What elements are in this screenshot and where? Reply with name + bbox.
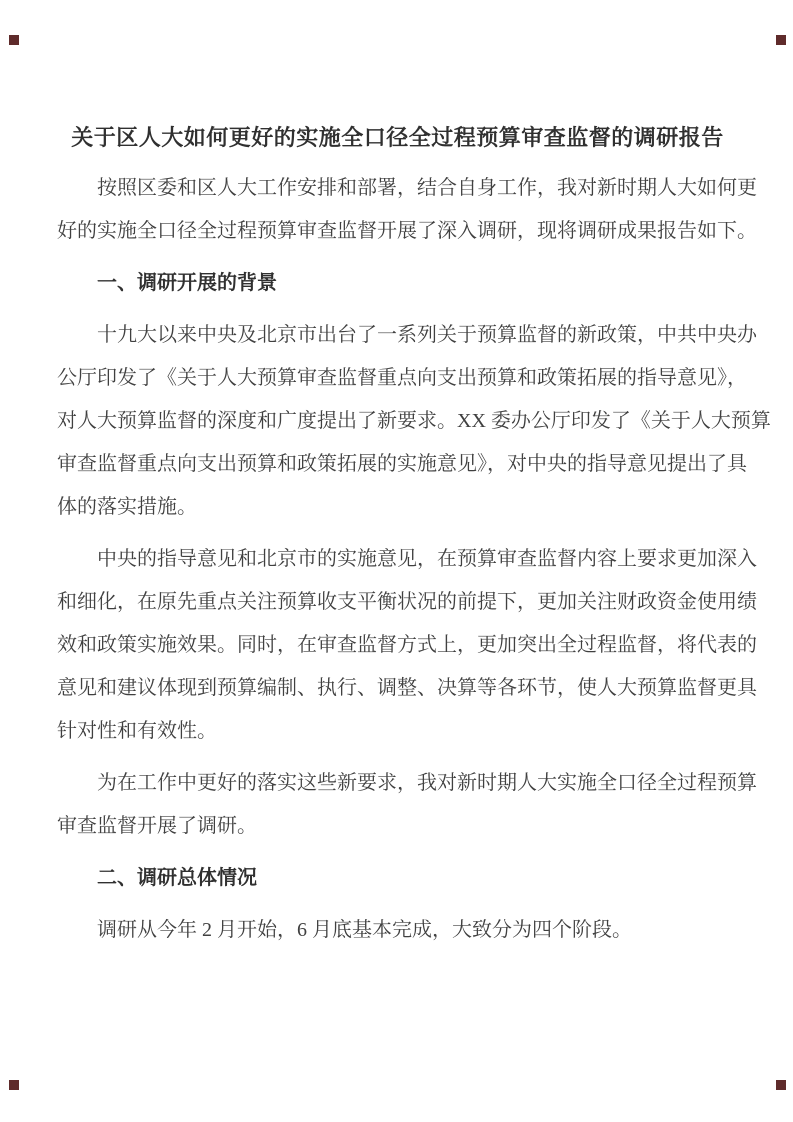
text-line: 为在工作中更好的落实这些新要求，我对新时期人大实施全口径全过程预算 [97,772,757,794]
text-line: 公厅印发了《关于人大预算审查监督重点向支出预算和政策拓展的指导意见》， [57,367,747,389]
text-line: 对人大预算监督的深度和广度提出了新要求。XX 委办公厅印发了《关于人大预算 [57,410,771,432]
text-line: 十九大以来中央及北京市出台了一系列关于预算监督的新政策，中共中央办 [97,324,757,346]
text-line: 好的实施全口径全过程预算审查监督开展了深入调研，现将调研成果报告如下。 [57,220,757,242]
text-line: 审查监督重点向支出预算和政策拓展的实施意见》，对中央的指导意见提出了具 [57,453,747,475]
document-title: 关于区人大如何更好的实施全口径全过程预算审查监督的调研报告 [71,125,724,150]
text-line: 和细化，在原先重点关注预算收支平衡状况的前提下，更加关注财政资金使用绩 [57,591,757,613]
text-line: 效和政策实施效果。同时，在审查监督方式上，更加突出全过程监督，将代表的 [57,634,757,656]
text-line: 针对性和有效性。 [57,720,217,742]
background-paragraph-1 [57,314,771,529]
intro-paragraph [57,167,757,253]
background-paragraph-2 [57,538,757,753]
text-line: 中央的指导意见和北京市的实施意见，在预算审查监督内容上要求更加深入 [97,548,757,570]
text-line: 意见和建议体现到预算编制、执行、调整、决算等各环节，使人大预算监督更具 [57,677,757,699]
section-heading-2: 二、调研总体情况 [97,867,257,889]
text-line: 按照区委和区人大工作安排和部署，结合自身工作，我对新时期人大如何更 [97,177,757,199]
overview-paragraph [57,909,738,952]
document-content [57,116,771,961]
corner-mark-top-right [776,35,786,45]
corner-mark-top-left [9,35,19,45]
corner-mark-bottom-right [776,1080,786,1090]
text-line: 体的落实措施。 [57,496,197,518]
background-paragraph-3 [57,762,757,848]
text-line: 审查监督开展了调研。 [57,815,257,837]
corner-mark-bottom-left [9,1080,19,1090]
text-line: 调研从今年 2 月开始，6 月底基本完成，大致分为四个阶段。 [97,919,632,941]
section-heading-1: 一、调研开展的背景 [97,272,277,294]
